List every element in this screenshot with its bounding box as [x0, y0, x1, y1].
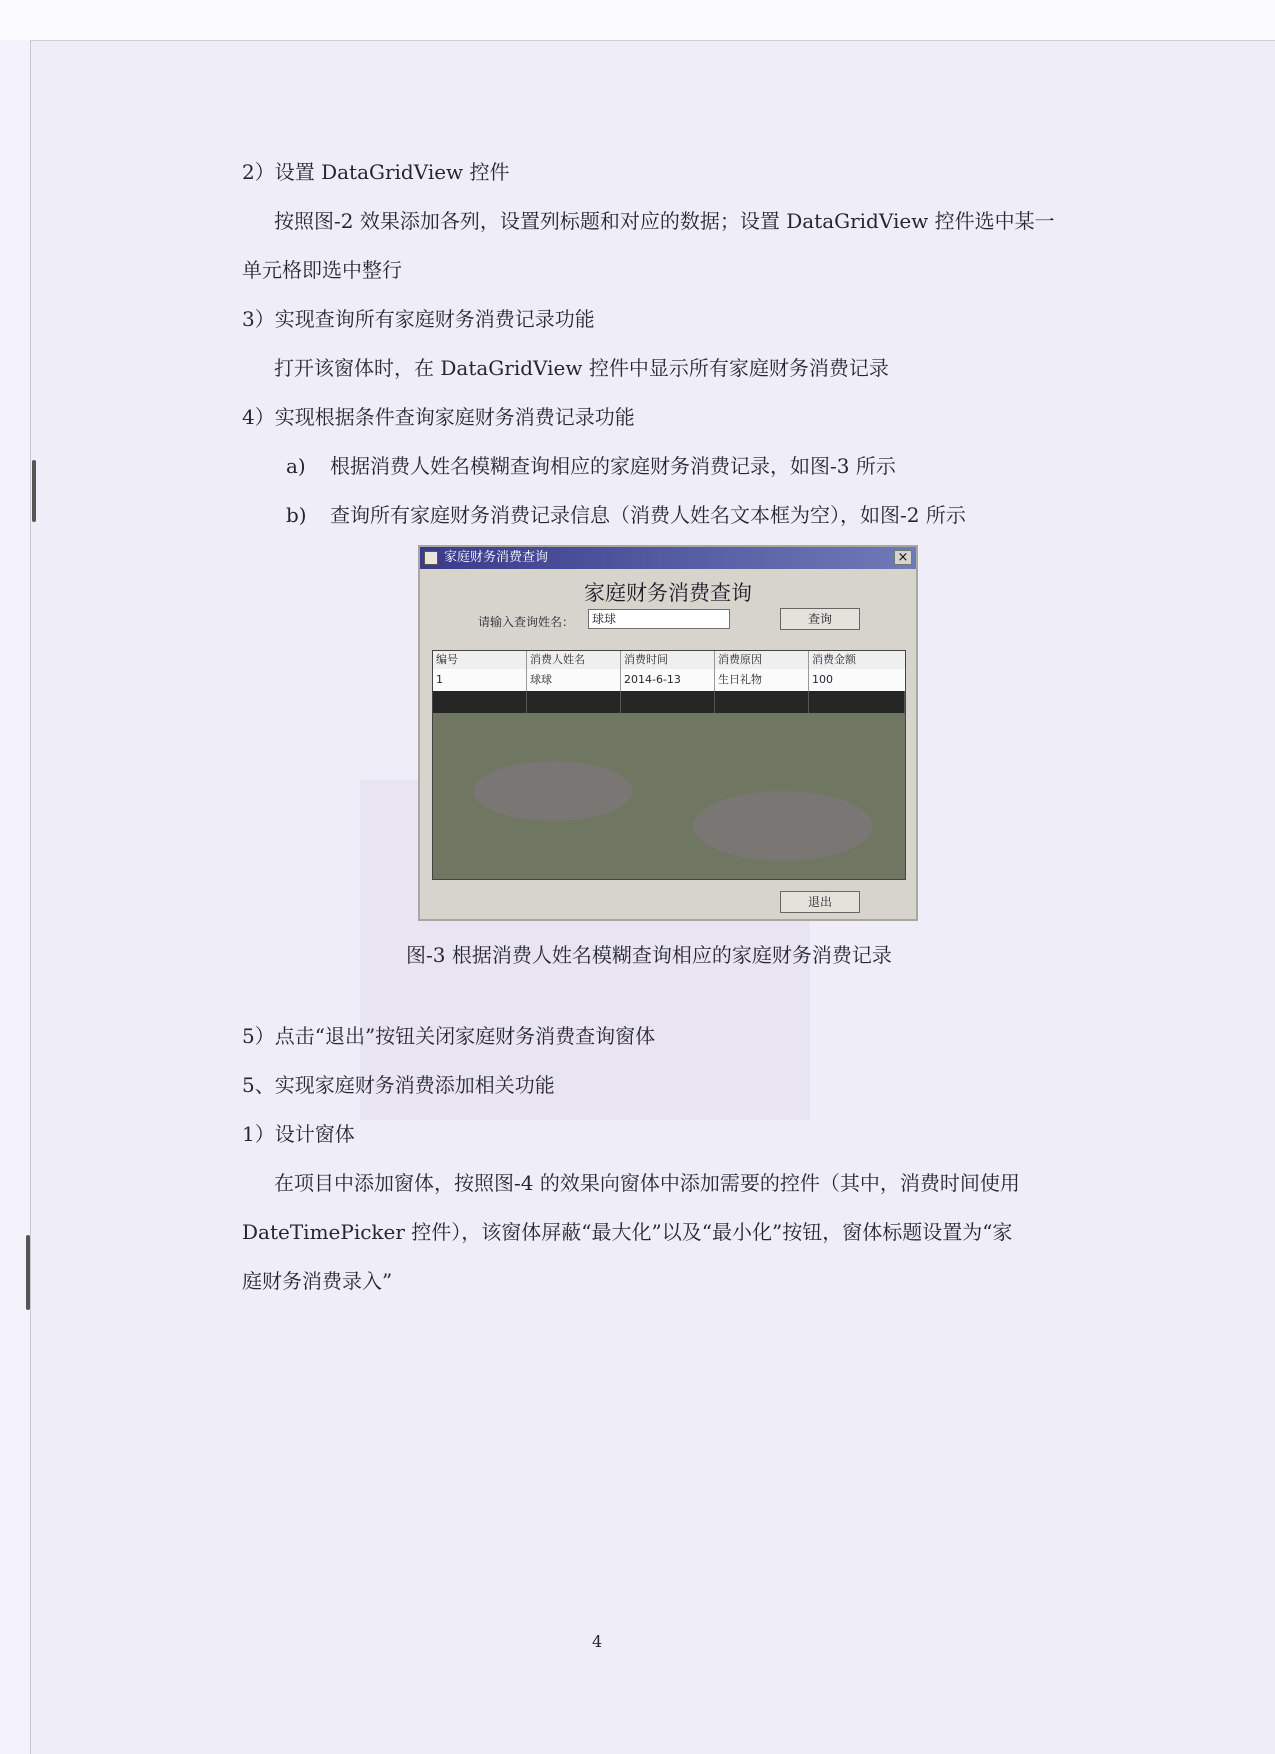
- column-header-consumer[interactable]: 消费人姓名: [527, 651, 621, 669]
- scan-blotch: [693, 791, 873, 861]
- sub1-body-line3: 庭财务消费录入”: [242, 1269, 393, 1293]
- scan-margin: [0, 0, 1275, 40]
- empty-cell: [433, 691, 527, 713]
- grid-header-row: [433, 651, 905, 670]
- empty-cell: [621, 691, 715, 713]
- column-header-id[interactable]: 编号: [433, 651, 527, 669]
- cell-amount: 100: [812, 673, 833, 686]
- column-header-time[interactable]: 消费时间: [621, 651, 715, 669]
- item-b-text: 查询所有家庭财务消费记录信息（消费人姓名文本框为空），如图-2 所示: [330, 503, 966, 527]
- exit-button[interactable]: 退出: [780, 891, 860, 913]
- column-header-reason[interactable]: 消费原因: [715, 651, 809, 669]
- step5-text: 5）点击“退出”按钮关闭家庭财务消费查询窗体: [242, 1024, 656, 1048]
- new-row-placeholder[interactable]: [433, 691, 905, 713]
- sub1-body-line2: DateTimePicker 控件），该窗体屏蔽“最大化”以及“最小化”按钮，窗体标题设置为“家: [242, 1220, 1013, 1244]
- empty-cell: [715, 691, 809, 713]
- cell-reason: 生日礼物: [715, 669, 809, 691]
- step2-body-line1: 按照图-2 效果添加各列，设置列标题和对应的数据；设置 DataGridView 控件选中某一: [274, 209, 1055, 233]
- close-icon[interactable]: ×: [894, 550, 912, 565]
- step4-heading: 4）实现根据条件查询家庭财务消费记录功能: [242, 405, 635, 429]
- sub1-heading: 1）设计窗体: [242, 1122, 355, 1146]
- empty-cell: [809, 691, 905, 713]
- step3-heading: 3）实现查询所有家庭财务消费记录功能: [242, 307, 595, 331]
- step2-body-line2: 单元格即选中整行: [242, 258, 402, 282]
- cell-time: 2014-6-13: [621, 669, 715, 691]
- query-name-label: 请输入查询姓名：: [478, 615, 575, 629]
- window-heading: 家庭财务消费查询: [584, 581, 752, 605]
- query-name-input[interactable]: 球球: [588, 609, 730, 629]
- cell-id: 1: [433, 669, 527, 691]
- window-titlebar: [420, 547, 916, 569]
- scan-blotch: [473, 761, 633, 821]
- query-window-screenshot: [418, 545, 918, 921]
- sub1-body-line1: 在项目中添加窗体，按照图-4 的效果向窗体中添加需要的控件（其中，消费时间使用: [274, 1171, 1020, 1195]
- query-button[interactable]: 查询: [780, 608, 860, 630]
- table-row[interactable]: [433, 669, 905, 691]
- step2-heading: 2）设置 DataGridView 控件: [242, 160, 510, 184]
- empty-cell: [527, 691, 621, 713]
- binding-staple-bottom: [26, 1235, 30, 1310]
- data-grid[interactable]: [432, 650, 906, 880]
- item-b-label: b): [286, 503, 307, 527]
- binding-staple-top: [32, 460, 36, 522]
- window-title: 家庭财务消费查询: [444, 550, 549, 565]
- cell-consumer: 球球: [527, 669, 621, 691]
- figure-caption: 图-3 根据消费人姓名模糊查询相应的家庭财务消费记录: [406, 943, 892, 967]
- window-app-icon: [424, 551, 438, 565]
- section5-heading: 5、实现家庭财务消费添加相关功能: [242, 1073, 555, 1097]
- column-header-amount[interactable]: 消费金额: [812, 653, 856, 666]
- item-a-text: 根据消费人姓名模糊查询相应的家庭财务消费记录，如图-3 所示: [330, 454, 896, 478]
- step3-body: 打开该窗体时，在 DataGridView 控件中显示所有家庭财务消费记录: [274, 356, 889, 380]
- item-a-label: a): [286, 454, 306, 478]
- page-number: 4: [592, 1632, 603, 1651]
